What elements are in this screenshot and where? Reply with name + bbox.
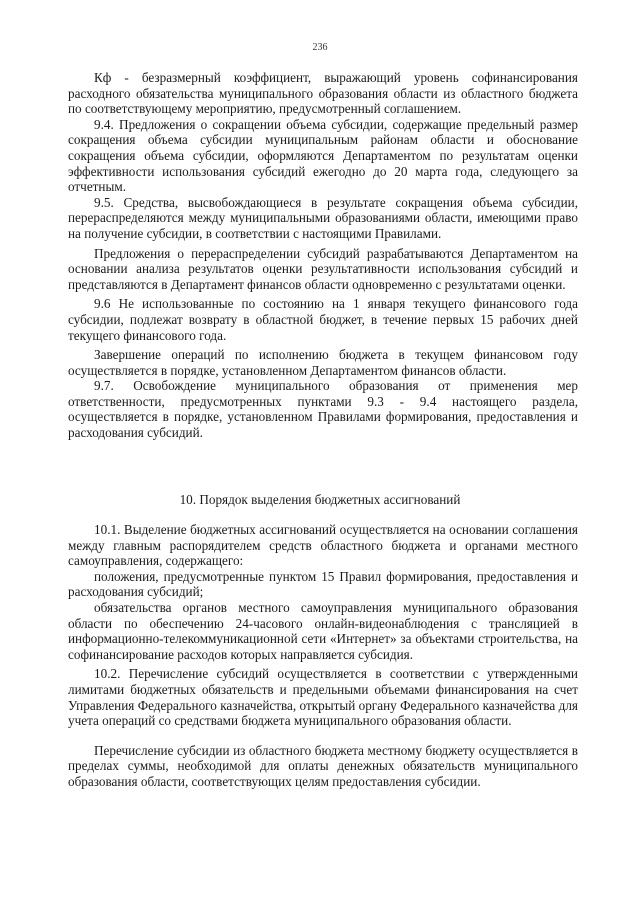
paragraph-redistribution: Предложения о перераспределении субсидий разрабатываются Департаментом на основании анализа результатов оценки результативности использования субсидий и представляются в Департамент финансов области одновременно с результатами оценки. xyxy=(68,245,578,292)
paragraph-10-2: 10.2. Перечисление субсидий осуществляется в соответствии с утвержденными лимитами бюджетных обязательств и предельными объемами финансирования на счет Управления Федерального казначейства, открытый органу Федерального казначейства для учета операций со средствами бюджета муниципального образования области. xyxy=(68,666,578,729)
section-heading: 10. Порядок выделения бюджетных ассигнований xyxy=(179,492,461,507)
paragraph-provisions: положения, предусмотренные пунктом 15 Правил формирования, предоставления и расходования субсидий; xyxy=(68,568,578,600)
paragraph-kf-definition: Кф - безразмерный коэффициент, выражающий уровень софинансирования расходного обязательства муниципального образования области из областного бюджета по соответствующему мероприятию, предусмотренный соглашением. xyxy=(68,70,578,117)
paragraph-budget-completion: Завершение операций по исполнению бюджета в текущем финансовом году осуществляется в порядке, установленном Департаментом финансов области. xyxy=(68,347,578,378)
paragraph-9-4: 9.4. Предложения о сокращении объема субсидии, содержащие предельный размер сокращения объема субсидии муниципальным районам области и обоснование сокращения объема субсидии, оформляются Департаментом по результатам оценки эффективности использования субсидий ежегодно до 20 марта года, следующего за отчетным. xyxy=(68,116,578,195)
paragraph-9-7: 9.7. Освобождение муниципального образования от применения мер ответственности, предусмотренных пунктами 9.3 - 9.4 настоящего раздела, осуществляется в порядке, установленном Правилами формирования, предоставления и расходования субсидий. xyxy=(68,378,578,441)
page-number: 236 xyxy=(312,42,328,53)
paragraph-10-1: 10.1. Выделение бюджетных ассигнований осуществляется на основании соглашения между главным распорядителем средств областного бюджета и органами местного самоуправления, содержащего: xyxy=(68,522,578,569)
text-block-top xyxy=(68,70,578,445)
paragraph-9-6: 9.6 Не использованные по состоянию на 1 января текущего финансового года субсидии, подлежат возврату в областной бюджет, в течение первых 15 рабочих дней текущего финансового года. xyxy=(68,296,578,343)
paragraph-transfer: Перечисление субсидии из областного бюджета местному бюджету осуществляется в пределах суммы, необходимой для оплаты денежных обязательств муниципального образования области, соответствующих целям предоставления субсидии. xyxy=(68,742,578,789)
paragraph-obligations: обязательства органов местного самоуправления муниципального образования области по обеспечению 24-часового онлайн-видеонаблюдения с трансляцией в информационно-телекоммуникационной сети «Интернет» за объектами строительства, на софинансирование расходов которых направляется субсидия. xyxy=(68,599,578,662)
paragraph-9-5: 9.5. Средства, высвобождающиеся в результате сокращения объема субсидии, перераспределяются между муниципальными образованиями области, имеющими право на получение субсидии, в соответствии с настоящими Правилами. xyxy=(68,194,578,241)
text-block-bottom xyxy=(68,522,578,794)
